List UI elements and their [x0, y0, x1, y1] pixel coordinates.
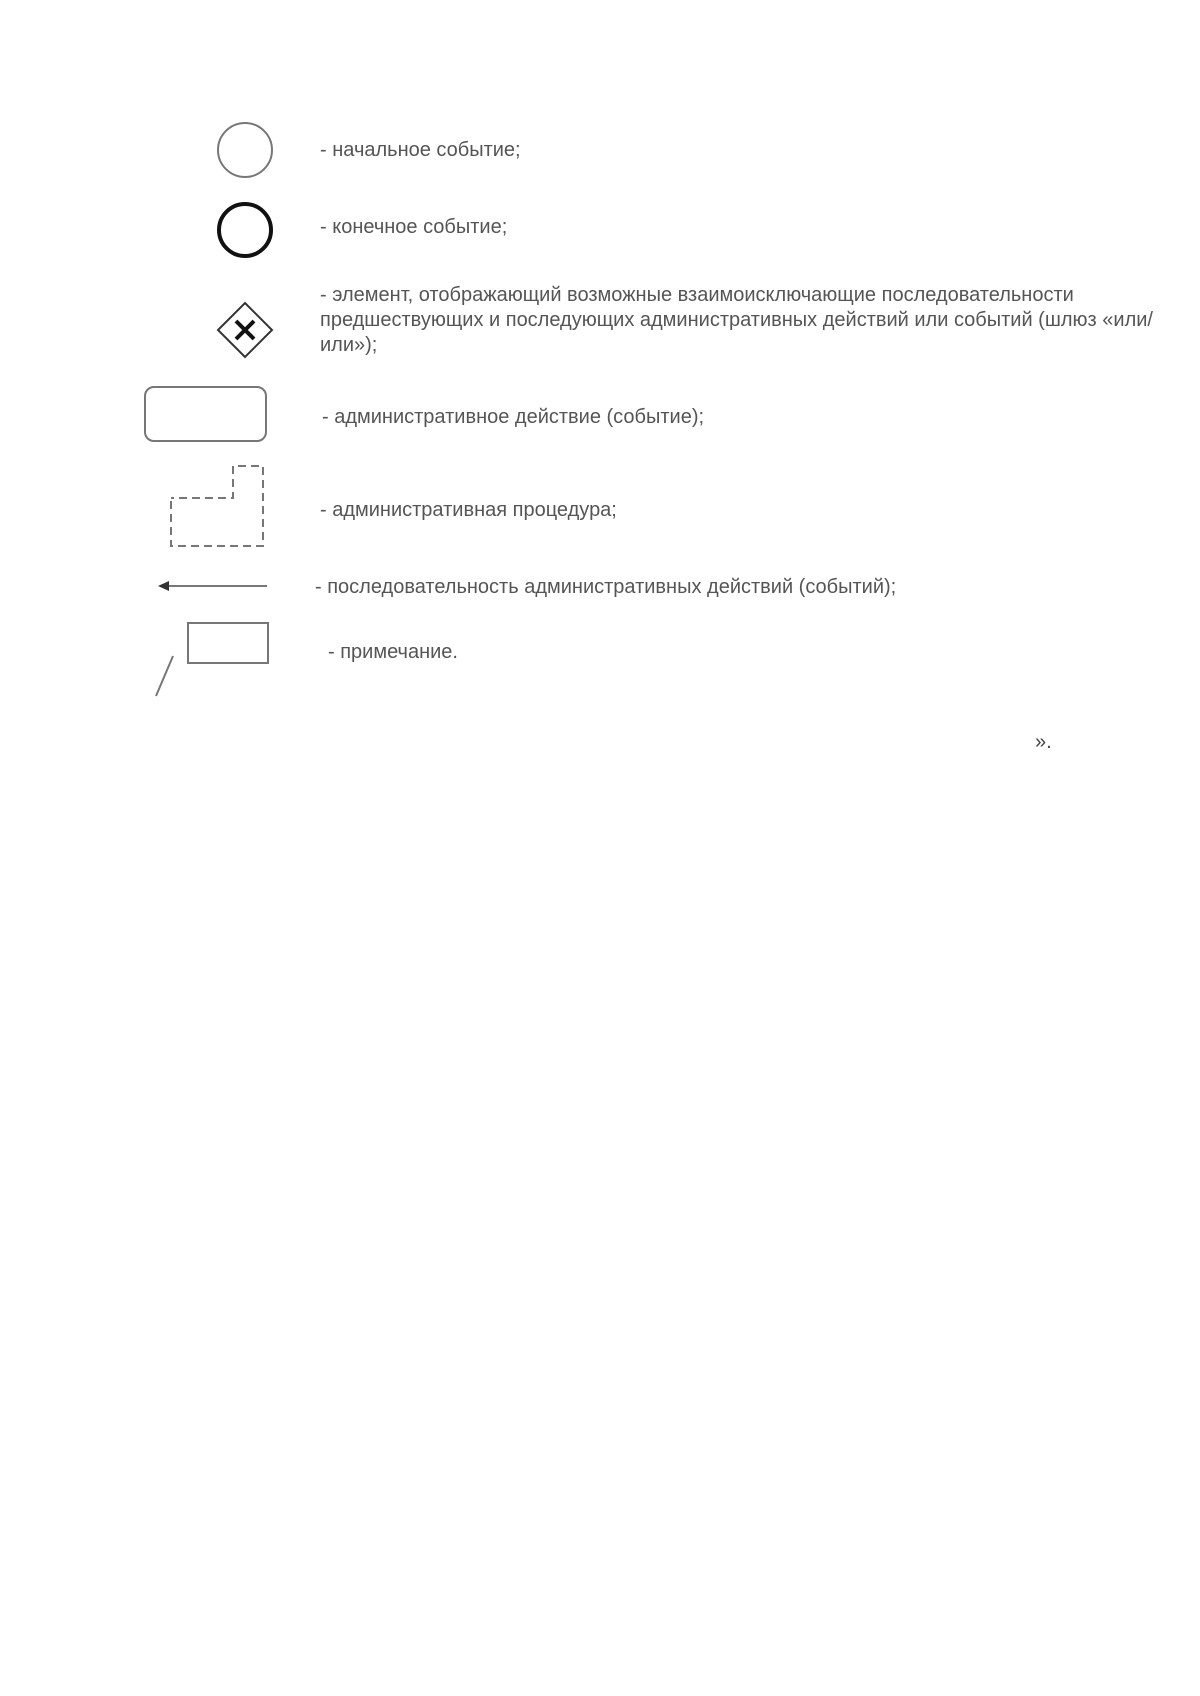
start-event-label: - начальное событие; [320, 139, 521, 161]
end-event-label: - конечное событие; [320, 216, 508, 238]
start-event-circle-icon [215, 120, 275, 180]
closing-quotation-mark: ». [1035, 731, 1052, 753]
administrative-procedure-label: - административная процедура; [320, 499, 617, 521]
exclusive-gateway-icon [215, 300, 275, 360]
administrative-action-icon [143, 385, 268, 443]
sequence-flow-label: - последовательность административных действий (событий); [315, 576, 897, 598]
sequence-flow-arrow-icon [155, 575, 270, 597]
end-event-circle-icon [215, 200, 275, 260]
administrative-action-label: - административное действие (событие); [322, 406, 705, 428]
exclusive-gateway-label: - элемент, отображающий возможные взаимоисключающие последовательности предшествующих и последующих административных действий или событий (шлюз «или/или»); [320, 284, 1153, 356]
annotation-icon [150, 620, 272, 698]
annotation-label: - примечание. [328, 641, 458, 663]
administrative-procedure-icon [165, 463, 265, 548]
